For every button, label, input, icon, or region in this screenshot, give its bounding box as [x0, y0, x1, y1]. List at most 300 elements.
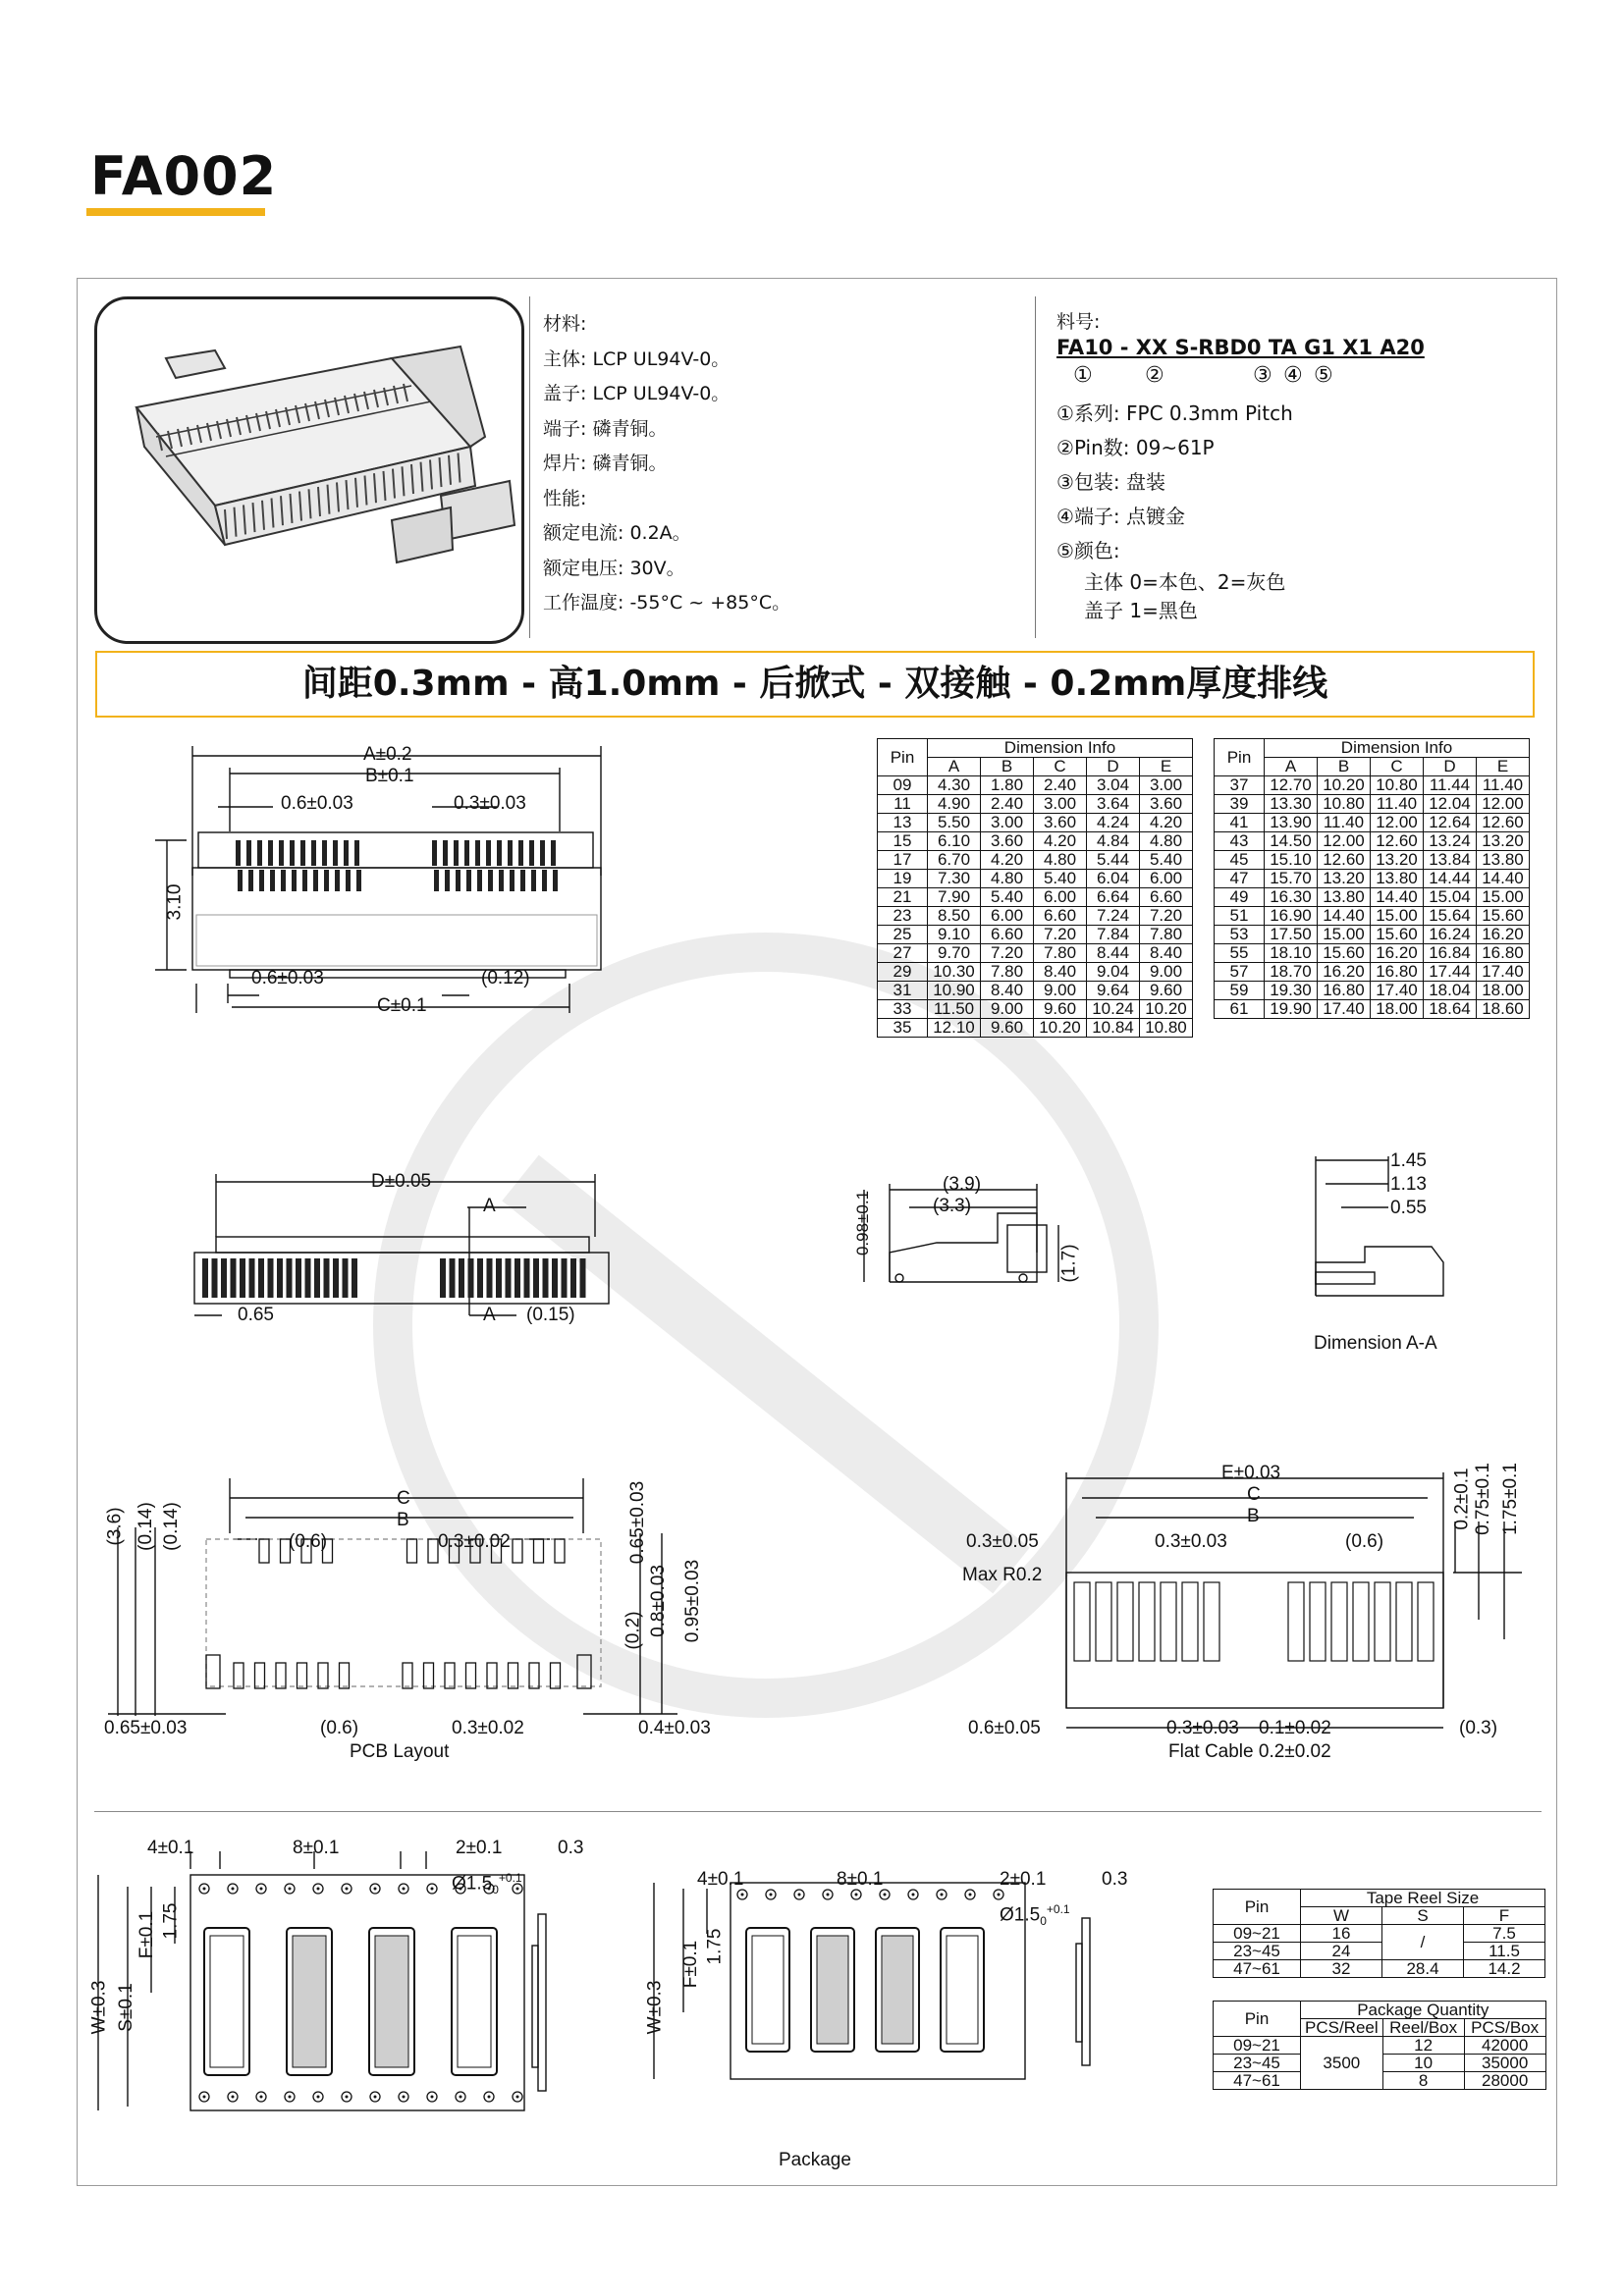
dim-height: 3.10: [164, 883, 186, 921]
dimension-cell: 18.64: [1424, 1000, 1477, 1019]
dimension-cell: 8.40: [981, 982, 1034, 1000]
dimension-cell: 6.60: [1034, 907, 1087, 926]
pq-pcs-box: 35000: [1464, 2055, 1545, 2072]
pin-cell: 57: [1215, 963, 1265, 982]
fc-dim-02: 0.2±0.1: [1451, 1468, 1473, 1530]
dimension-cell: 11.44: [1424, 776, 1477, 795]
dimension-cell: 7.20: [1140, 907, 1193, 926]
tape-drawing-small: [644, 1865, 1115, 2091]
dimension-table-right: [1214, 738, 1530, 1019]
section-separator: [94, 1811, 1542, 1812]
reel-col: S: [1382, 1907, 1464, 1925]
dimension-cell: 16.80: [1477, 944, 1530, 963]
tape2-dim-03: 0.3: [1102, 1869, 1128, 1890]
connector-render: [97, 299, 521, 641]
table-row: [1215, 907, 1530, 926]
dimension-cell: 3.60: [1140, 795, 1193, 814]
pq-col: PCS/Reel: [1301, 2019, 1383, 2037]
dimension-cell: 12.64: [1424, 814, 1477, 832]
table-row: [1215, 795, 1530, 814]
tape2-dim-f: F±0.1: [680, 1940, 702, 1989]
dimension-cell: 15.60: [1318, 944, 1371, 963]
spec-line: 工作温度: -55°C ~ +85°C。: [543, 592, 791, 614]
pin-cell: 59: [1215, 982, 1265, 1000]
reel-header-pin: Pin: [1214, 1890, 1301, 1925]
pq-reel-box: 8: [1382, 2072, 1464, 2090]
part-number-marker: ②: [1145, 363, 1164, 388]
dimension-cell: 15.00: [1371, 907, 1424, 926]
pq-reel-box: 12: [1382, 2037, 1464, 2055]
spec-line: 主体: LCP UL94V-0。: [543, 347, 731, 370]
dimension-cell: 17.44: [1424, 963, 1477, 982]
tape2-dim-175: 1.75: [704, 1928, 726, 1965]
table-header-group: Dimension Info: [1265, 739, 1530, 758]
reel-w: 24: [1301, 1943, 1382, 1960]
pin-cell: 43: [1215, 832, 1265, 851]
dim-39: (3.9): [943, 1174, 982, 1195]
tape1-hole: [452, 1871, 522, 1896]
tape1-pitch-8: 8±0.1: [293, 1838, 340, 1858]
pcb-dim-065-bottom: 0.65±0.03: [104, 1718, 188, 1738]
dimension-cell: 4.84: [1087, 832, 1140, 851]
legend-text: 端子: 点镀金: [1073, 505, 1186, 528]
dimension-cell: 14.44: [1424, 870, 1477, 888]
pcb-dim-03: 0.3±0.02: [438, 1531, 511, 1552]
pcb-caption: PCB Layout: [350, 1741, 450, 1762]
dimension-cell: 18.04: [1424, 982, 1477, 1000]
part-number-marker: ③: [1253, 363, 1272, 388]
table-row: [1215, 963, 1530, 982]
legend-number: ③: [1056, 470, 1074, 494]
title-underline: [86, 208, 265, 216]
reel-col: W: [1301, 1907, 1382, 1925]
pin-cell: 51: [1215, 907, 1265, 926]
dimension-cell: 13.20: [1318, 870, 1371, 888]
fc-dim-06: (0.6): [1345, 1531, 1384, 1552]
table-row: [1215, 870, 1530, 888]
dimension-cell: 18.70: [1265, 963, 1318, 982]
spec-line: 额定电流: 0.2A。: [543, 522, 691, 544]
pcb-dim-095: 0.95±0.03: [682, 1559, 704, 1643]
legend-number: ②: [1056, 436, 1074, 459]
dimension-cell: 13.80: [1318, 888, 1371, 907]
package-quantity-table: [1213, 2001, 1546, 2090]
reel-s: 28.4: [1382, 1960, 1464, 1978]
dimension-cell: 17.40: [1318, 1000, 1371, 1019]
dimension-cell: 7.20: [981, 944, 1034, 963]
pcb-dim-08: 0.8±0.03: [647, 1565, 669, 1637]
dimension-cell: 17.50: [1265, 926, 1318, 944]
fc-dim-075: 0.75±0.1: [1472, 1463, 1493, 1535]
table-row: [1215, 832, 1530, 851]
table-row: [878, 907, 1193, 926]
dimension-cell: 9.64: [1087, 982, 1140, 1000]
color-line: 盖子 1=黑色: [1084, 599, 1198, 622]
dimension-cell: 9.60: [1034, 1000, 1087, 1019]
dimension-cell: 11.50: [928, 1000, 981, 1019]
pin-cell: 23: [878, 907, 928, 926]
dimension-cell: 16.30: [1265, 888, 1318, 907]
pin-cell: 33: [878, 1000, 928, 1019]
pin-cell: 11: [878, 795, 928, 814]
dim-gap: (0.12): [481, 968, 530, 988]
dimension-cell: 6.00: [981, 907, 1034, 926]
table-row: [1215, 944, 1530, 963]
spec-line: 额定电压: 30V。: [543, 557, 685, 579]
dimension-cell: 18.60: [1477, 1000, 1530, 1019]
spec-line: 焊片: 磷青铜。: [543, 453, 668, 474]
dimension-cell: 14.40: [1318, 907, 1371, 926]
table-row: [1215, 1000, 1530, 1019]
dimension-cell: 9.60: [1140, 982, 1193, 1000]
dim-b: B±0.1: [365, 766, 414, 786]
dim-33: (3.3): [933, 1196, 972, 1216]
fc-dim-175: 1.75±0.1: [1499, 1463, 1521, 1535]
fc-dim-pitch2: 0.3±0.03: [1155, 1531, 1227, 1552]
tape-reel-table: [1213, 1889, 1545, 1978]
table-row: [1215, 851, 1530, 870]
dimension-cell: 16.90: [1265, 907, 1318, 926]
dimension-cell: 15.60: [1371, 926, 1424, 944]
tape1-dim-s: S±0.1: [115, 1983, 136, 2032]
reel-w: 32: [1301, 1960, 1382, 1978]
dimension-table-left: [877, 738, 1193, 1038]
dim-17: (1.7): [1058, 1244, 1080, 1283]
dimension-cell: 18.00: [1371, 1000, 1424, 1019]
tape1-dim-w: W±0.3: [88, 1980, 110, 2035]
fc-dim-b: B: [1247, 1506, 1260, 1526]
pin-cell: 49: [1215, 888, 1265, 907]
pin-cell: 35: [878, 1019, 928, 1038]
dimension-cell: 7.24: [1087, 907, 1140, 926]
reel-col: F: [1464, 1907, 1545, 1925]
tape1-pitch-4: 4±0.1: [147, 1838, 194, 1858]
dimension-cell: 10.30: [928, 963, 981, 982]
pq-col: PCS/Box: [1464, 2019, 1545, 2037]
table-row: [878, 944, 1193, 963]
table-header-pin: Pin: [1215, 739, 1265, 776]
dimension-cell: 10.20: [1140, 1000, 1193, 1019]
fc-dim-e: E±0.03: [1221, 1463, 1281, 1483]
dimension-cell: 8.50: [928, 907, 981, 926]
table-row: [878, 1019, 1193, 1038]
reel-f: 11.5: [1464, 1943, 1545, 1960]
dimension-cell: 16.80: [1318, 982, 1371, 1000]
dimension-cell: 1.80: [981, 776, 1034, 795]
section-caption: Dimension A-A: [1314, 1333, 1437, 1354]
dimension-cell: 9.10: [928, 926, 981, 944]
dimension-cell: 16.20: [1318, 963, 1371, 982]
table-row: [878, 888, 1193, 907]
dimension-cell: 10.90: [928, 982, 981, 1000]
dimension-cell: 5.40: [981, 888, 1034, 907]
dimension-cell: 3.00: [1034, 795, 1087, 814]
product-photo-frame: [94, 296, 524, 644]
pin-cell: 53: [1215, 926, 1265, 944]
fc-dim-c: C: [1247, 1484, 1261, 1505]
legend-text: 颜色:: [1073, 539, 1120, 562]
dimension-cell: 12.60: [1477, 814, 1530, 832]
table-row: [878, 795, 1193, 814]
part-number-marker: ④: [1283, 363, 1303, 388]
dimension-cell: 15.10: [1265, 851, 1318, 870]
dimension-cell: 19.90: [1265, 1000, 1318, 1019]
table-header-group: Dimension Info: [928, 739, 1193, 758]
dimension-cell: 12.70: [1265, 776, 1318, 795]
dimension-cell: 14.50: [1265, 832, 1318, 851]
dimension-cell: 14.40: [1477, 870, 1530, 888]
dimension-cell: 16.20: [1371, 944, 1424, 963]
legend-text: Pin数: 09~61P: [1073, 436, 1215, 459]
part-number-code: FA10 - XX S-RBD0 TA G1 X1 A20: [1056, 336, 1425, 359]
dimension-cell: 3.60: [1034, 814, 1087, 832]
dimension-cell: 13.20: [1371, 851, 1424, 870]
pq-pin: 47~61: [1214, 2072, 1301, 2090]
pq-reel-box: 10: [1382, 2055, 1464, 2072]
dimension-cell: 8.40: [1034, 963, 1087, 982]
pq-col: Reel/Box: [1382, 2019, 1464, 2037]
dim-pitch-06-bottom: 0.6±0.03: [251, 968, 324, 988]
pq-pcs-box: 42000: [1464, 2037, 1545, 2055]
dimension-cell: 5.40: [1034, 870, 1087, 888]
dimension-cell: 7.30: [928, 870, 981, 888]
dimension-cell: 16.20: [1477, 926, 1530, 944]
pq-pcs-box: 28000: [1464, 2072, 1545, 2090]
table-row: [878, 870, 1193, 888]
dimension-cell: 14.40: [1371, 888, 1424, 907]
fc-dim-03-bottom: 0.3±0.03: [1166, 1718, 1239, 1738]
dimension-cell: 18.00: [1477, 982, 1530, 1000]
fc-dim-03-right: (0.3): [1459, 1718, 1498, 1738]
tape1-dim-03: 0.3: [558, 1838, 584, 1858]
dimension-cell: 11.40: [1318, 814, 1371, 832]
part-number-marker: ⑤: [1314, 363, 1333, 388]
fc-dim-pitch: 0.3±0.05: [966, 1531, 1039, 1552]
dimension-cell: 3.00: [981, 814, 1034, 832]
dimension-cell: 4.20: [1034, 832, 1087, 851]
pin-cell: 25: [878, 926, 928, 944]
dimension-cell: 13.84: [1424, 851, 1477, 870]
tape1-dim-2: 2±0.1: [456, 1838, 503, 1858]
reel-f: 14.2: [1464, 1960, 1545, 1978]
dimension-cell: 4.80: [981, 870, 1034, 888]
pq-header-pin: Pin: [1214, 2002, 1301, 2037]
dimension-cell: 13.30: [1265, 795, 1318, 814]
table-row: [1215, 776, 1530, 795]
dim-145: 1.45: [1390, 1150, 1427, 1171]
header-divider-2: [1035, 296, 1036, 638]
dimension-cell: 2.40: [1034, 776, 1087, 795]
reel-header-title: Tape Reel Size: [1301, 1890, 1545, 1907]
dim-a: A±0.2: [363, 744, 412, 765]
tape2-dim-2: 2±0.1: [1000, 1869, 1047, 1890]
spec-line: 性能:: [543, 487, 587, 509]
materials-heading: 材料:: [543, 313, 587, 335]
dimension-cell: 12.04: [1424, 795, 1477, 814]
legend-number: ⑤: [1056, 539, 1074, 562]
dim-065: 0.65: [238, 1305, 274, 1325]
pcb-dim-02: (0.2): [623, 1611, 644, 1650]
column-header: C: [1371, 758, 1424, 776]
dimension-cell: 12.60: [1318, 851, 1371, 870]
tape2-pitch-8: 8±0.1: [837, 1869, 884, 1890]
hole-sup: +0.1: [498, 1871, 522, 1885]
part-number-marker: ①: [1073, 363, 1093, 388]
dimension-cell: 16.80: [1371, 963, 1424, 982]
column-header: D: [1424, 758, 1477, 776]
pin-cell: 13: [878, 814, 928, 832]
dimension-cell: 10.20: [1318, 776, 1371, 795]
pin-cell: 15: [878, 832, 928, 851]
dimension-cell: 13.80: [1371, 870, 1424, 888]
dimension-cell: 15.70: [1265, 870, 1318, 888]
table-row: [878, 963, 1193, 982]
table-row: [1215, 982, 1530, 1000]
pin-cell: 19: [878, 870, 928, 888]
legend-number: ④: [1056, 505, 1074, 528]
dimension-cell: 7.90: [928, 888, 981, 907]
dim-c: C±0.1: [377, 995, 427, 1016]
dimension-cell: 19.30: [1265, 982, 1318, 1000]
reel-s: /: [1382, 1925, 1464, 1960]
fc-dim-01: 0.1±0.02: [1259, 1718, 1331, 1738]
dimension-cell: 4.80: [1034, 851, 1087, 870]
dimension-cell: 6.04: [1087, 870, 1140, 888]
dim-015: (0.15): [526, 1305, 575, 1325]
column-header: C: [1034, 758, 1087, 776]
pin-cell: 41: [1215, 814, 1265, 832]
dimension-cell: 12.00: [1318, 832, 1371, 851]
dimension-cell: 6.10: [928, 832, 981, 851]
pcb-dim-014b: (0.14): [160, 1502, 182, 1551]
pin-cell: 29: [878, 963, 928, 982]
dimension-cell: 7.80: [1034, 944, 1087, 963]
pin-cell: 61: [1215, 1000, 1265, 1019]
dimension-cell: 6.60: [981, 926, 1034, 944]
table-row: [878, 832, 1193, 851]
dimension-cell: 13.20: [1477, 832, 1530, 851]
section-mark-top: A: [483, 1196, 496, 1216]
reel-f: 7.5: [1464, 1925, 1545, 1943]
pcb-dim-04: 0.4±0.03: [638, 1718, 711, 1738]
pcb-dim-03-bottom: 0.3±0.02: [452, 1718, 524, 1738]
tape1-dim-f: F±0.1: [136, 1910, 158, 1959]
dimension-cell: 8.40: [1140, 944, 1193, 963]
pcb-dim-06-bottom: (0.6): [320, 1718, 359, 1738]
materials-spec: [543, 307, 790, 621]
dimension-cell: 8.44: [1087, 944, 1140, 963]
dimension-cell: 17.40: [1477, 963, 1530, 982]
pin-cell: 45: [1215, 851, 1265, 870]
part-number-legend: [1056, 397, 1293, 625]
reel-w: 16: [1301, 1925, 1382, 1943]
fc-dim-06-bottom: 0.6±0.05: [968, 1718, 1041, 1738]
table-row: [878, 851, 1193, 870]
dimension-cell: 4.80: [1140, 832, 1193, 851]
dimension-cell: 4.90: [928, 795, 981, 814]
tape2-pitch-4: 4±0.1: [697, 1869, 744, 1890]
table-row: [1215, 888, 1530, 907]
dimension-cell: 7.84: [1087, 926, 1140, 944]
dimension-cell: 3.64: [1087, 795, 1140, 814]
dimension-cell: 12.00: [1477, 795, 1530, 814]
dimension-cell: 3.04: [1087, 776, 1140, 795]
pin-cell: 17: [878, 851, 928, 870]
dimension-cell: 17.40: [1371, 982, 1424, 1000]
tape1-dim-175: 1.75: [160, 1902, 182, 1940]
dimension-cell: 4.20: [981, 851, 1034, 870]
dimension-cell: 10.24: [1087, 1000, 1140, 1019]
dimension-cell: 9.60: [981, 1019, 1034, 1038]
pin-cell: 55: [1215, 944, 1265, 963]
dimension-cell: 4.30: [928, 776, 981, 795]
dim-055: 0.55: [1390, 1198, 1427, 1218]
pcb-dim-065-right: 0.65±0.03: [627, 1480, 649, 1565]
dimension-cell: 9.04: [1087, 963, 1140, 982]
pcb-layout-drawing: [98, 1468, 687, 1743]
pin-cell: 39: [1215, 795, 1265, 814]
hole-sub: 0: [1040, 1914, 1047, 1929]
dimension-cell: 7.80: [981, 963, 1034, 982]
table-row: [878, 926, 1193, 944]
legend-text: 包装: 盘装: [1073, 470, 1166, 494]
dimension-cell: 4.20: [1140, 814, 1193, 832]
dimension-cell: 6.64: [1087, 888, 1140, 907]
dimension-cell: 10.20: [1034, 1019, 1087, 1038]
pq-pcs-reel: 3500: [1301, 2037, 1383, 2090]
section-mark-bottom: A: [483, 1305, 496, 1325]
column-header: E: [1140, 758, 1193, 776]
table-row: [1215, 814, 1530, 832]
column-header: E: [1477, 758, 1530, 776]
dimension-cell: 16.24: [1424, 926, 1477, 944]
dimension-cell: 9.00: [1034, 982, 1087, 1000]
reel-pin: 23~45: [1214, 1943, 1301, 1960]
table-row: [878, 1000, 1193, 1019]
legend-text: 系列: FPC 0.3mm Pitch: [1073, 401, 1293, 425]
dimension-cell: 5.50: [928, 814, 981, 832]
hole-sub: 0: [492, 1883, 499, 1897]
pq-pin: 23~45: [1214, 2055, 1301, 2072]
dim-098: 0.98±0.1: [853, 1190, 873, 1256]
pin-cell: 27: [878, 944, 928, 963]
tape2-hole: [1000, 1902, 1070, 1928]
pin-cell: 31: [878, 982, 928, 1000]
dimension-cell: 11.40: [1477, 776, 1530, 795]
column-header: D: [1087, 758, 1140, 776]
table-row: [878, 776, 1193, 795]
pin-cell: 37: [1215, 776, 1265, 795]
dim-d: D±0.05: [371, 1171, 432, 1192]
pcb-dim-06: (0.6): [289, 1531, 328, 1552]
pq-pin: 09~21: [1214, 2037, 1301, 2055]
hole-dia: Ø1.5: [452, 1873, 493, 1895]
color-line: 主体 0=本色、2=灰色: [1084, 570, 1286, 594]
pcb-dim-014a: (0.14): [135, 1502, 156, 1551]
dimension-cell: 15.00: [1318, 926, 1371, 944]
dimension-cell: 10.84: [1087, 1019, 1140, 1038]
column-header: A: [1265, 758, 1318, 776]
table-row: [878, 814, 1193, 832]
section-aa-drawing: [1306, 1148, 1463, 1306]
dimension-cell: 15.64: [1424, 907, 1477, 926]
dimension-cell: 12.60: [1371, 832, 1424, 851]
part-number-heading: 料号:: [1056, 311, 1101, 333]
dimension-cell: 12.10: [928, 1019, 981, 1038]
dimension-cell: 11.40: [1371, 795, 1424, 814]
dimension-cell: 5.44: [1087, 851, 1140, 870]
dimension-cell: 4.24: [1087, 814, 1140, 832]
